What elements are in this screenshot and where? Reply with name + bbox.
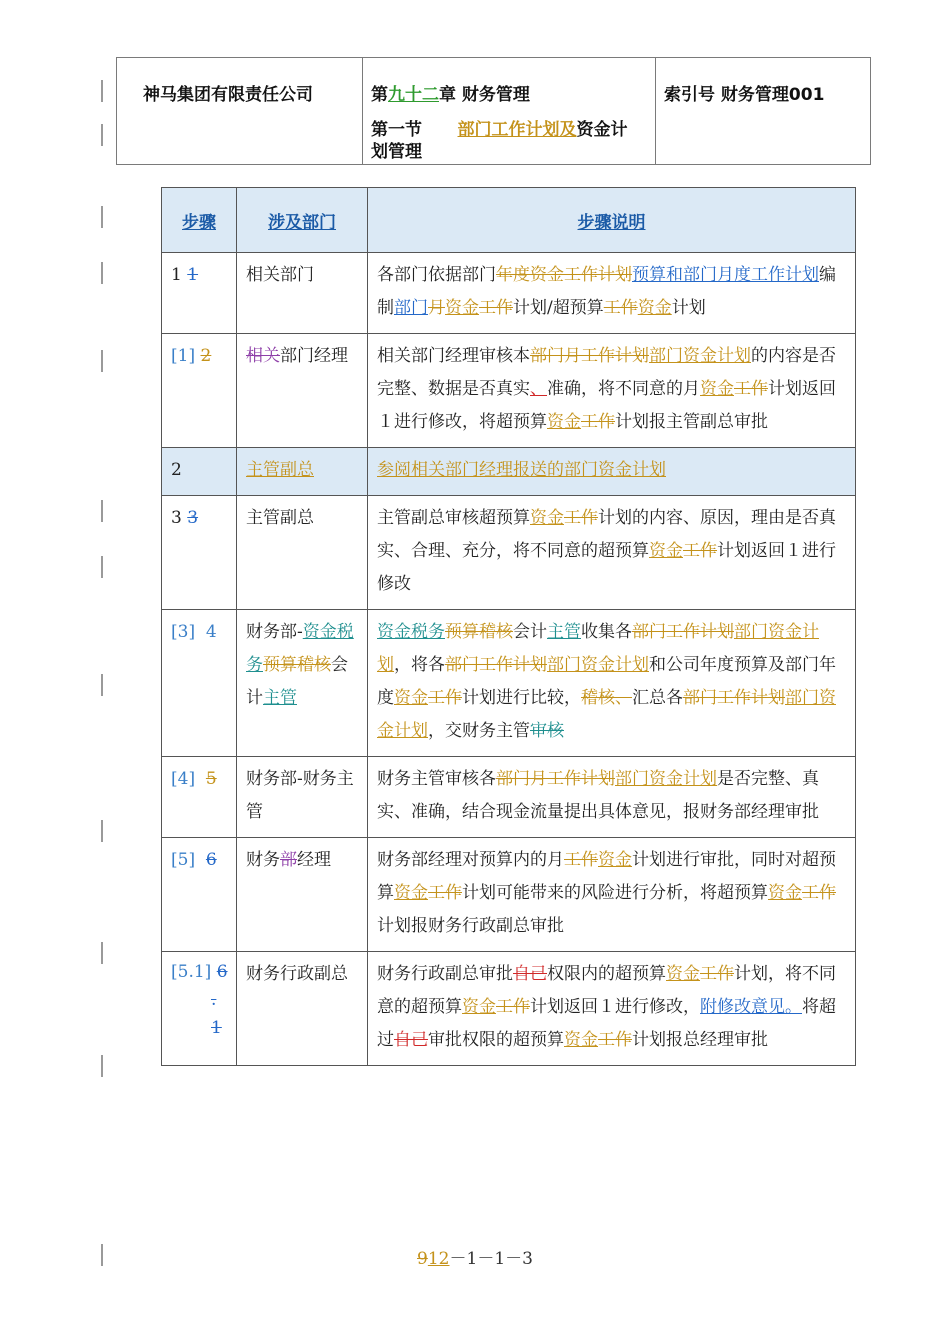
step-cell: 1 1 xyxy=(162,253,237,334)
desc-cell: 各部门依据部门年度资金工作计划预算和部门月度工作计划编制部门月资金工作计划/超预算工作资金计划 xyxy=(368,253,856,334)
desc-header: 步骤说明 xyxy=(368,188,856,253)
dept-header: 涉及部门 xyxy=(237,188,368,253)
table-row xyxy=(162,448,856,496)
desc-cell: 参阅相关部门经理报送的部门资金计划 xyxy=(368,448,856,496)
step-cell: 2 xyxy=(162,448,237,496)
change-bar xyxy=(101,820,103,842)
chapter-title: 第九十二章 财务管理 xyxy=(371,85,530,105)
page-number: 912－1－1－3 xyxy=(417,1249,533,1269)
step-cell: [4] 5 xyxy=(162,757,237,838)
dept-cell: 主管副总 xyxy=(237,496,368,610)
table-row xyxy=(162,334,856,448)
step-cell: [5.1] 6 . 1 xyxy=(162,952,237,1066)
procedure-table xyxy=(161,187,856,1066)
table-row xyxy=(162,253,856,334)
section-title: 第一节 部门工作计划及资金计 划管理 xyxy=(371,120,628,162)
step-cell: [3] 4 xyxy=(162,610,237,757)
change-bar xyxy=(101,1055,103,1077)
change-bar xyxy=(101,262,103,284)
dept-cell: 相关部门经理 xyxy=(237,334,368,448)
change-bar xyxy=(101,124,103,146)
dept-cell: 财务部经理 xyxy=(237,838,368,952)
table-row xyxy=(162,757,856,838)
step-cell: [1] 2 xyxy=(162,334,237,448)
table-row xyxy=(162,952,856,1066)
company-name: 神马集团有限责任公司 xyxy=(143,85,313,105)
index-cell xyxy=(656,58,871,165)
document-header-table xyxy=(116,57,871,165)
step-cell: 3 3 xyxy=(162,496,237,610)
table-row xyxy=(162,496,856,610)
change-bar xyxy=(101,500,103,522)
desc-cell: 资金税务预算稽核会计主管收集各部门工作计划部门资金计划，将各部门工作计划部门资金计划和公司年度预算及部门年度资金工作计划进行比较，稽核、汇总各部门工作计划部门资金计划，交财务主管审核 xyxy=(368,610,856,757)
dept-cell: 财务行政副总 xyxy=(237,952,368,1066)
change-bar xyxy=(101,942,103,964)
change-bar xyxy=(101,556,103,578)
dept-cell: 主管副总 xyxy=(237,448,368,496)
table-row xyxy=(162,838,856,952)
step-header: 步骤 xyxy=(162,188,237,253)
table-row xyxy=(162,610,856,757)
dept-cell: 财务部-资金税务预算稽核会计主管 xyxy=(237,610,368,757)
change-bar xyxy=(101,80,103,102)
dept-cell: 财务部-财务主管 xyxy=(237,757,368,838)
step-cell: [5] 6 xyxy=(162,838,237,952)
index-number: 索引号 财务管理001 xyxy=(664,85,825,105)
change-bar xyxy=(101,206,103,228)
desc-cell: 相关部门经理审核本部门月工作计划部门资金计划的内容是否完整、数据是否真实、准确，将不同意的月资金工作计划返回１进行修改，将超预算资金工作计划报主管副总审批 xyxy=(368,334,856,448)
company-cell xyxy=(117,58,363,165)
chapter-cell xyxy=(363,58,656,165)
table-header-row xyxy=(162,188,856,253)
desc-cell: 财务部经理对预算内的月工作资金计划进行审批，同时对超预算资金工作计划可能带来的风险进行分析，将超预算资金工作计划报财务行政副总审批 xyxy=(368,838,856,952)
desc-cell: 财务主管审核各部门月工作计划部门资金计划是否完整、真实、准确，结合现金流量提出具体意见，报财务部经理审批 xyxy=(368,757,856,838)
desc-cell: 主管副总审核超预算资金工作计划的内容、原因，理由是否真实、合理、充分，将不同意的超预算资金工作计划返回１进行修改 xyxy=(368,496,856,610)
change-bar xyxy=(101,350,103,372)
desc-cell: 财务行政副总审批自己权限内的超预算资金工作计划，将不同意的超预算资金工作计划返回１进行修改，附修改意见。将超过自己审批权限的超预算资金工作计划报总经理审批 xyxy=(368,952,856,1066)
change-bar xyxy=(101,674,103,696)
dept-cell: 相关部门 xyxy=(237,253,368,334)
